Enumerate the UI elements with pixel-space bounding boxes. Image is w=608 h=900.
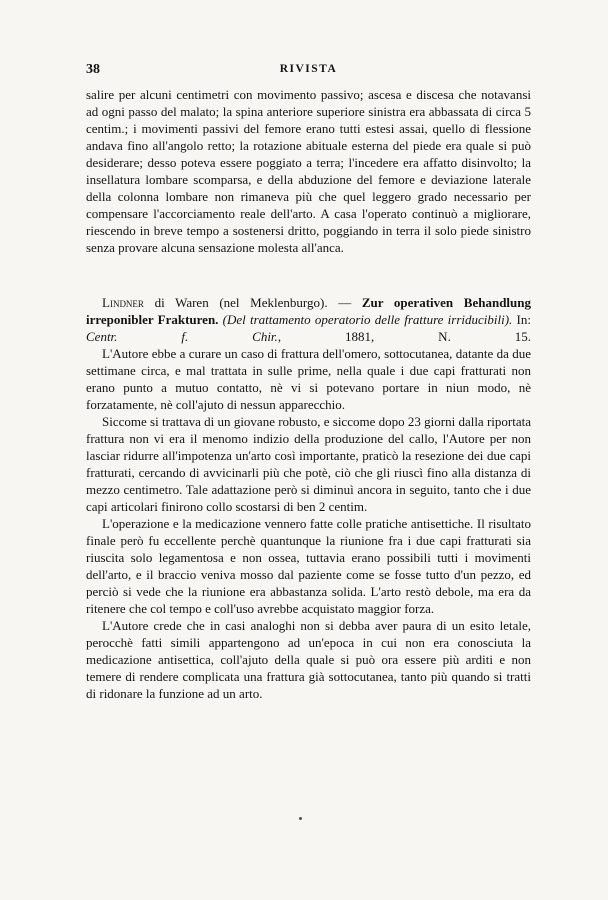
page-header — [86, 62, 531, 80]
article-affiliation: di Waren (nel Meklenburgo). — — [143, 295, 362, 310]
article-journal: Centr. f. Chir. — [86, 329, 278, 344]
ink-speck — [299, 817, 302, 820]
continued-paragraph: salire per alcuni centimetri con movimento passivo; ascesa e discesa che notavansi ad ogni passo del malato; la spina anteriore superiore sinistra era abbassata di circa 5 centim.; i movimenti passivi del femore erano tutti estesi assai, quello di flessione andava fino all'angolo retto; la rotazione abituale esterna del piede era quale si può desiderare; desso poteva essere poggiato a terra; l'incedere era affatto disinvolto; la insellatura lombare scomparsa, e della abduzione del femore e deviazione laterale della colonna lombare non rimaneva più che quel leggero grado necessario per compensare l'accorciamento reale dell'arto. A casa l'operato continuò a migliorare, riescendo in breve tempo a sostenersi dritto, poggiando in terra il solo piede sinistro senza provare alcuna sensazione molesta all'anca. — [86, 87, 531, 255]
article-german-title: Zur operativen Behandlung irreponibler Frakturen. — [86, 295, 531, 327]
article-italian-title: (Del trattamento operatorio delle fratture irriducibili). — [222, 312, 513, 327]
article-citation-suffix: , 1881, N. 15. — [277, 329, 532, 344]
article-paragraph: Siccome si trattava di un giovane robusto, e siccome dopo 23 giorni dalla riportata frattura non vi era il menomo indizio della produzione del callo, l'Autore per non lasciar ridurre all'impotenza un'arto così importante, praticò la resezione dei due capi fratturati, cercando di avvicinarli più che potè, ciò che gli riuscì fino alla distanza di mezzo centimetro. Tale adattazione però si diminuì ancora in seguito, tanto che i due capi articolari finirono collo scostarsi di ben 2 centim. — [86, 414, 531, 514]
running-head: RIVISTA — [279, 63, 338, 75]
article-heading — [86, 294, 531, 345]
continued-paragraph-block — [86, 86, 531, 256]
article-paragraph: L'operazione e la medicazione vennero fatte colle pratiche antisettiche. Il risultato finale però fu eccellente perchè quantunque la riunione fra i due capi fratturati sia riuscita solo legamentosa e non ossea, tuttavia erano possibili tutti i movimenti dell'arto, e il braccio veniva mosso dal paziente come se fosse tutto d'un pezzo, ed perciò si vede che la riunione era abbastanza solida. L'arto restò debole, ma era da ritenere che col tempo e coll'uso avrebbe acquistato maggior forza. — [86, 516, 531, 616]
page-number: 38 — [86, 62, 100, 77]
article-citation-prefix: In: — [512, 312, 531, 327]
article-block — [86, 294, 531, 702]
article-paragraph: L'Autore crede che in casi analoghi non si debba aver paura di un esito letale, perocchè fatti simili appartengono ad un'epoca in cui non era conosciuta la medicazione antisettica, coll'ajuto della quale si può ora essere più arditi e non temere di rendere complicata una frattura già sottocutanea, tanto più quando si tratti di ridonare la funzione ad un arto. — [86, 618, 531, 701]
article-author: Lindner — [102, 295, 144, 310]
article-paragraph: L'Autore ebbe a curare un caso di frattura dell'omero, sottocutanea, datante da due settimane circa, e mal trattata in sulle prime, nella quale i due capi fratturati non erano punto a mutuo contatto, nè vi si potevano portare in niun modo, nè forzatamente, nè coll'ajuto di nessun apparecchio. — [86, 346, 531, 412]
